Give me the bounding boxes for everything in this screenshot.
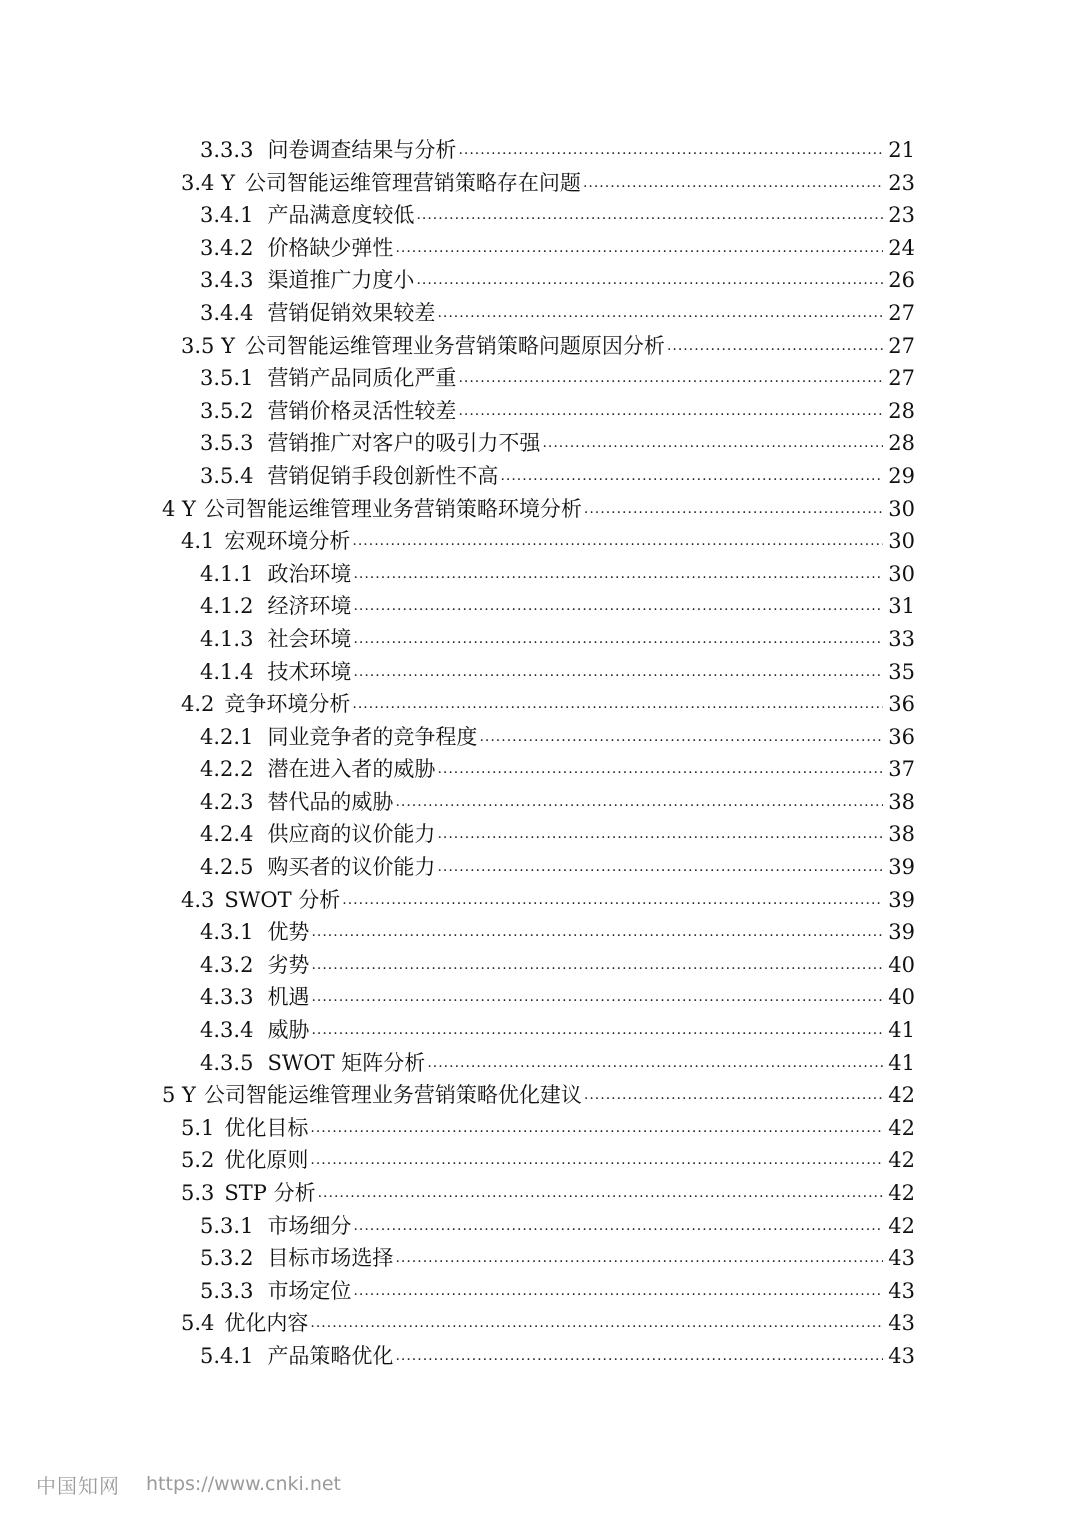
toc-entry[interactable] [0, 1177, 1080, 1210]
dot-leader [437, 818, 883, 851]
toc-entry-number: 4.3.5 [200, 1050, 254, 1075]
toc-entry[interactable] [0, 1275, 1080, 1308]
dot-leader [437, 851, 883, 884]
toc-entry-title: 竞争环境分析 [224, 692, 351, 717]
toc-entry-heading [181, 1112, 885, 1145]
toc-entry-number: 3.4.3 [200, 268, 254, 293]
dot-leader [352, 525, 883, 558]
toc-entry-heading [200, 590, 885, 623]
toc-entry-page-number: 42 [888, 1115, 915, 1140]
toc-entry-title: 价格缺少弹性 [267, 235, 394, 260]
toc-entry-page-number: 39 [888, 920, 915, 945]
toc-entry-number: 4.1.1 [200, 561, 254, 586]
dot-leader [395, 786, 883, 819]
dot-leader [584, 493, 883, 526]
toc-entry-number: 5.1 [181, 1115, 215, 1140]
toc-entry-heading [162, 1079, 885, 1112]
toc-entry[interactable] [0, 264, 1080, 297]
dot-leader [311, 916, 883, 949]
toc-entry-heading [200, 1340, 885, 1373]
toc-entry-heading [181, 884, 885, 917]
dot-leader [310, 1112, 883, 1145]
toc-entry-title: 替代品的威胁 [267, 789, 394, 814]
dot-leader [583, 167, 883, 200]
toc-entry-page-number: 42 [888, 1181, 915, 1205]
toc-entry-heading [200, 753, 885, 786]
toc-entry[interactable] [0, 427, 1080, 460]
toc-entry[interactable] [0, 232, 1080, 265]
dot-leader [395, 1242, 883, 1275]
toc-entry-heading [200, 134, 885, 167]
toc-entry-title: 目标市场选择 [267, 1246, 394, 1271]
toc-entry-heading [200, 297, 885, 330]
toc-entry-title: 技术环境 [267, 659, 352, 684]
toc-entry[interactable] [0, 1210, 1080, 1243]
dot-leader [352, 688, 883, 721]
dot-leader [584, 1079, 883, 1112]
toc-entry[interactable] [0, 1112, 1080, 1145]
toc-entry-title: 优势 [267, 920, 310, 945]
toc-entry-title: 公司智能运维管理营销策略存在问题 [244, 170, 581, 195]
dot-leader [353, 590, 883, 623]
toc-entry-page-number: 29 [888, 463, 915, 488]
toc-entry-number: 4.1.2 [200, 594, 254, 619]
toc-entry-page-number: 28 [888, 431, 915, 456]
toc-entry-page-number: 33 [888, 626, 915, 651]
toc-entry-heading [181, 688, 885, 721]
toc-entry-title: SWOT 分析 [224, 887, 341, 912]
dot-leader [416, 264, 883, 297]
dot-leader [458, 362, 883, 395]
toc-entry[interactable] [0, 1242, 1080, 1275]
toc-entry-page-number: 42 [888, 1148, 915, 1173]
dot-leader [353, 656, 883, 689]
toc-entry-title: 社会环境 [267, 626, 352, 651]
toc-entry[interactable] [0, 1340, 1080, 1373]
toc-entry-page-number: 27 [888, 300, 915, 325]
dot-leader [427, 1047, 883, 1080]
dot-leader [479, 721, 883, 754]
toc-entry-page-number: 28 [888, 398, 915, 423]
toc-entry-title: 公司智能运维管理业务营销策略环境分析 [203, 496, 582, 521]
dot-leader [395, 1340, 883, 1373]
toc-entry-number: 3.5 Y [181, 333, 235, 358]
toc-entry-page-number: 21 [888, 138, 915, 162]
dot-leader [353, 558, 883, 591]
toc-entry-title: 市场定位 [267, 1278, 352, 1303]
toc-entry-heading [200, 1275, 885, 1308]
toc-entry-number: 3.5.2 [200, 398, 254, 423]
toc-entry-title: 市场细分 [267, 1213, 352, 1238]
toc-entry-number: 4.3.1 [200, 920, 254, 945]
toc-entry-number: 3.5.3 [200, 431, 254, 456]
dot-leader [437, 753, 883, 786]
toc-entry-heading [200, 786, 885, 819]
toc-entry-number: 4.2.1 [200, 724, 254, 749]
toc-entry-page-number: 39 [888, 887, 915, 912]
toc-entry-title: 渠道推广力度小 [267, 268, 415, 293]
toc-entry-title: 营销价格灵活性较差 [267, 398, 457, 423]
toc-entry[interactable] [0, 884, 1080, 917]
toc-entry-page-number: 35 [888, 659, 915, 684]
toc-entry-page-number: 43 [888, 1246, 915, 1271]
toc-entry-number: 5 Y [162, 1083, 196, 1108]
toc-entry-heading [200, 362, 885, 395]
toc-entry-title: 机遇 [267, 985, 310, 1010]
toc-entry-page-number: 42 [888, 1083, 915, 1108]
dot-leader [395, 232, 883, 265]
toc-entry-heading [200, 851, 885, 884]
dot-leader [311, 949, 883, 982]
toc-entry[interactable] [0, 134, 1080, 167]
toc-entry[interactable] [0, 460, 1080, 493]
toc-entry-heading [200, 427, 885, 460]
toc-entry-number: 4.1 [181, 529, 215, 554]
toc-entry-number: 3.4.1 [200, 203, 254, 228]
toc-entry-title: SWOT 矩阵分析 [267, 1050, 426, 1075]
toc-entry-number: 4.2 [181, 692, 215, 717]
toc-entry-page-number: 40 [888, 952, 915, 977]
toc-entry-heading [200, 623, 885, 656]
toc-entry[interactable] [0, 688, 1080, 721]
toc-entry-heading [181, 1307, 885, 1340]
dot-leader [416, 199, 883, 232]
toc-entry-page-number: 36 [888, 692, 915, 717]
toc-entry-title: 供应商的议价能力 [267, 822, 436, 847]
toc-entry-title: 劣势 [267, 952, 310, 977]
toc-entry-number: 5.4.1 [200, 1343, 254, 1368]
toc-entry-page-number: 38 [888, 789, 915, 814]
toc-entry-heading [200, 1242, 885, 1275]
toc-entry-heading [181, 525, 885, 558]
toc-entry-page-number: 43 [888, 1311, 915, 1336]
toc-entry-number: 4.3.3 [200, 985, 254, 1010]
toc-entry-title: STP 分析 [224, 1181, 316, 1205]
toc-entry-page-number: 36 [888, 724, 915, 749]
toc-entry-page-number: 30 [888, 561, 915, 586]
toc-entry-title: 营销促销手段创新性不高 [267, 463, 499, 488]
toc-entry-title: 威胁 [267, 1018, 310, 1043]
toc-entry-page-number: 23 [888, 170, 915, 195]
toc-entry[interactable] [0, 949, 1080, 982]
toc-entry[interactable] [0, 199, 1080, 232]
toc-entry[interactable] [0, 297, 1080, 330]
toc-entry-number: 4.2.2 [200, 757, 254, 782]
toc-entry-heading [200, 558, 885, 591]
toc-entry-page-number: 30 [888, 496, 915, 521]
toc-entry-page-number: 43 [888, 1278, 915, 1303]
toc-entry[interactable] [0, 493, 1080, 526]
toc-entry-number: 3.4 Y [181, 170, 235, 195]
dot-leader [667, 330, 883, 363]
toc-entry-page-number: 37 [888, 757, 915, 782]
toc-entry-heading [200, 1014, 885, 1047]
toc-entry-number: 5.3.1 [200, 1213, 254, 1238]
dot-leader [500, 460, 883, 493]
toc-entry-title: 优化内容 [224, 1311, 309, 1336]
toc-entry[interactable] [0, 753, 1080, 786]
toc-entry-page-number: 43 [888, 1343, 915, 1368]
toc-entry-page-number: 40 [888, 985, 915, 1010]
toc-entry-title: 政治环境 [267, 561, 352, 586]
toc-entry-number: 3.3.3 [200, 138, 254, 162]
footer-watermark [36, 1468, 341, 1500]
toc-entry-page-number: 42 [888, 1213, 915, 1238]
toc-entry[interactable] [0, 590, 1080, 623]
toc-entry[interactable] [0, 362, 1080, 395]
toc-entry-number: 3.5.1 [200, 366, 254, 391]
toc-entry-title: 产品满意度较低 [267, 203, 415, 228]
toc-entry-page-number: 24 [888, 235, 915, 260]
toc-entry-heading [200, 656, 885, 689]
toc-entry-number: 3.4.4 [200, 300, 254, 325]
toc-entry-number: 5.2 [181, 1148, 215, 1173]
toc-entry-title: 产品策略优化 [267, 1343, 394, 1368]
toc-list [0, 134, 1080, 1373]
toc-entry[interactable] [0, 558, 1080, 591]
dot-leader [458, 134, 883, 167]
toc-entry[interactable] [0, 786, 1080, 819]
dot-leader [311, 981, 883, 1014]
toc-entry-title: 宏观环境分析 [224, 529, 351, 554]
toc-entry-number: 5.3.2 [200, 1246, 254, 1271]
toc-entry-number: 5.4 [181, 1311, 215, 1336]
toc-entry-number: 3.4.2 [200, 235, 254, 260]
toc-entry-number: 4 Y [162, 496, 196, 521]
toc-entry-heading [200, 460, 885, 493]
toc-entry-number: 5.3.3 [200, 1278, 254, 1303]
toc-entry[interactable] [0, 721, 1080, 754]
toc-entry-title: 优化目标 [224, 1115, 309, 1140]
cnki-url[interactable]: https://www.cnki.net [146, 1473, 342, 1495]
toc-entry-page-number: 39 [888, 855, 915, 880]
toc-entry[interactable] [0, 1144, 1080, 1177]
toc-entry-title: 经济环境 [267, 594, 352, 619]
toc-entry-heading [162, 493, 885, 526]
toc-entry-heading [200, 916, 885, 949]
toc-entry-page-number: 30 [888, 529, 915, 554]
toc-entry-page-number: 41 [888, 1050, 915, 1075]
toc-entry[interactable] [0, 330, 1080, 363]
toc-entry-heading [200, 199, 885, 232]
toc-entry-page-number: 27 [888, 366, 915, 391]
toc-entry-number: 4.2.4 [200, 822, 254, 847]
dot-leader [353, 1210, 883, 1243]
toc-entry-heading [200, 395, 885, 428]
toc-entry-title: 营销产品同质化严重 [267, 366, 457, 391]
toc-entry[interactable] [0, 916, 1080, 949]
toc-entry-number: 4.2.5 [200, 855, 254, 880]
toc-entry-title: 优化原则 [224, 1148, 309, 1173]
toc-entry[interactable] [0, 1307, 1080, 1340]
toc-entry-number: 4.2.3 [200, 789, 254, 814]
dot-leader [353, 1275, 883, 1308]
toc-entry-number: 4.1.4 [200, 659, 254, 684]
toc-entry[interactable] [0, 981, 1080, 1014]
toc-entry[interactable] [0, 167, 1080, 200]
toc-entry-page-number: 41 [888, 1018, 915, 1043]
toc-entry-heading [200, 949, 885, 982]
toc-entry-heading [181, 1144, 885, 1177]
toc-entry[interactable] [0, 656, 1080, 689]
toc-entry[interactable] [0, 818, 1080, 851]
dot-leader [310, 1307, 883, 1340]
toc-entry-page-number: 38 [888, 822, 915, 847]
toc-entry-title: 公司智能运维管理业务营销策略问题原因分析 [244, 333, 665, 358]
toc-entry-number: 5.3 [181, 1181, 215, 1205]
toc-entry-page-number: 23 [888, 203, 915, 228]
toc-entry-page-number: 27 [888, 333, 915, 358]
dot-leader [310, 1144, 883, 1177]
toc-entry-heading [181, 330, 885, 363]
toc-entry-title: 营销促销效果较差 [267, 300, 436, 325]
toc-entry-heading [200, 232, 885, 265]
dot-leader [437, 297, 883, 330]
toc-entry-number: 3.5.4 [200, 463, 254, 488]
dot-leader [353, 623, 883, 656]
dot-leader [311, 1014, 883, 1047]
toc-entry-title: 问卷调查结果与分析 [267, 138, 457, 162]
dot-leader [458, 395, 883, 428]
toc-entry-heading [200, 1210, 885, 1243]
toc-entry-number: 4.3 [181, 887, 215, 912]
toc-entry-heading [181, 167, 885, 200]
toc-entry-heading [200, 818, 885, 851]
toc-entry[interactable] [0, 525, 1080, 558]
toc-entry-heading [200, 721, 885, 754]
dot-leader [542, 427, 883, 460]
toc-entry-heading [200, 1047, 885, 1080]
toc-entry[interactable] [0, 395, 1080, 428]
dot-leader [342, 884, 883, 917]
toc-entry-number: 4.3.4 [200, 1018, 254, 1043]
toc-entry[interactable] [0, 851, 1080, 884]
toc-entry-title: 购买者的议价能力 [267, 855, 436, 880]
toc-entry-heading [200, 981, 885, 1014]
toc-entry-heading [200, 264, 885, 297]
toc-entry-title: 营销推广对客户的吸引力不强 [267, 431, 541, 456]
toc-entry-page-number: 26 [888, 268, 915, 293]
table-of-contents [0, 134, 1080, 1373]
toc-entry[interactable] [0, 1079, 1080, 1112]
toc-entry-number: 4.1.3 [200, 626, 254, 651]
toc-entry-title: 潜在进入者的威胁 [267, 757, 436, 782]
toc-entry[interactable] [0, 1047, 1080, 1080]
toc-entry-title: 同业竞争者的竞争程度 [267, 724, 478, 749]
toc-entry-title: 公司智能运维管理业务营销策略优化建议 [203, 1083, 582, 1108]
toc-entry-number: 4.3.2 [200, 952, 254, 977]
dot-leader [318, 1177, 883, 1210]
toc-entry[interactable] [0, 623, 1080, 656]
cnki-brand-logo: 中国知网 [36, 1473, 120, 1498]
toc-entry-heading [181, 1177, 885, 1210]
toc-entry-page-number: 31 [888, 594, 915, 619]
toc-entry[interactable] [0, 1014, 1080, 1047]
